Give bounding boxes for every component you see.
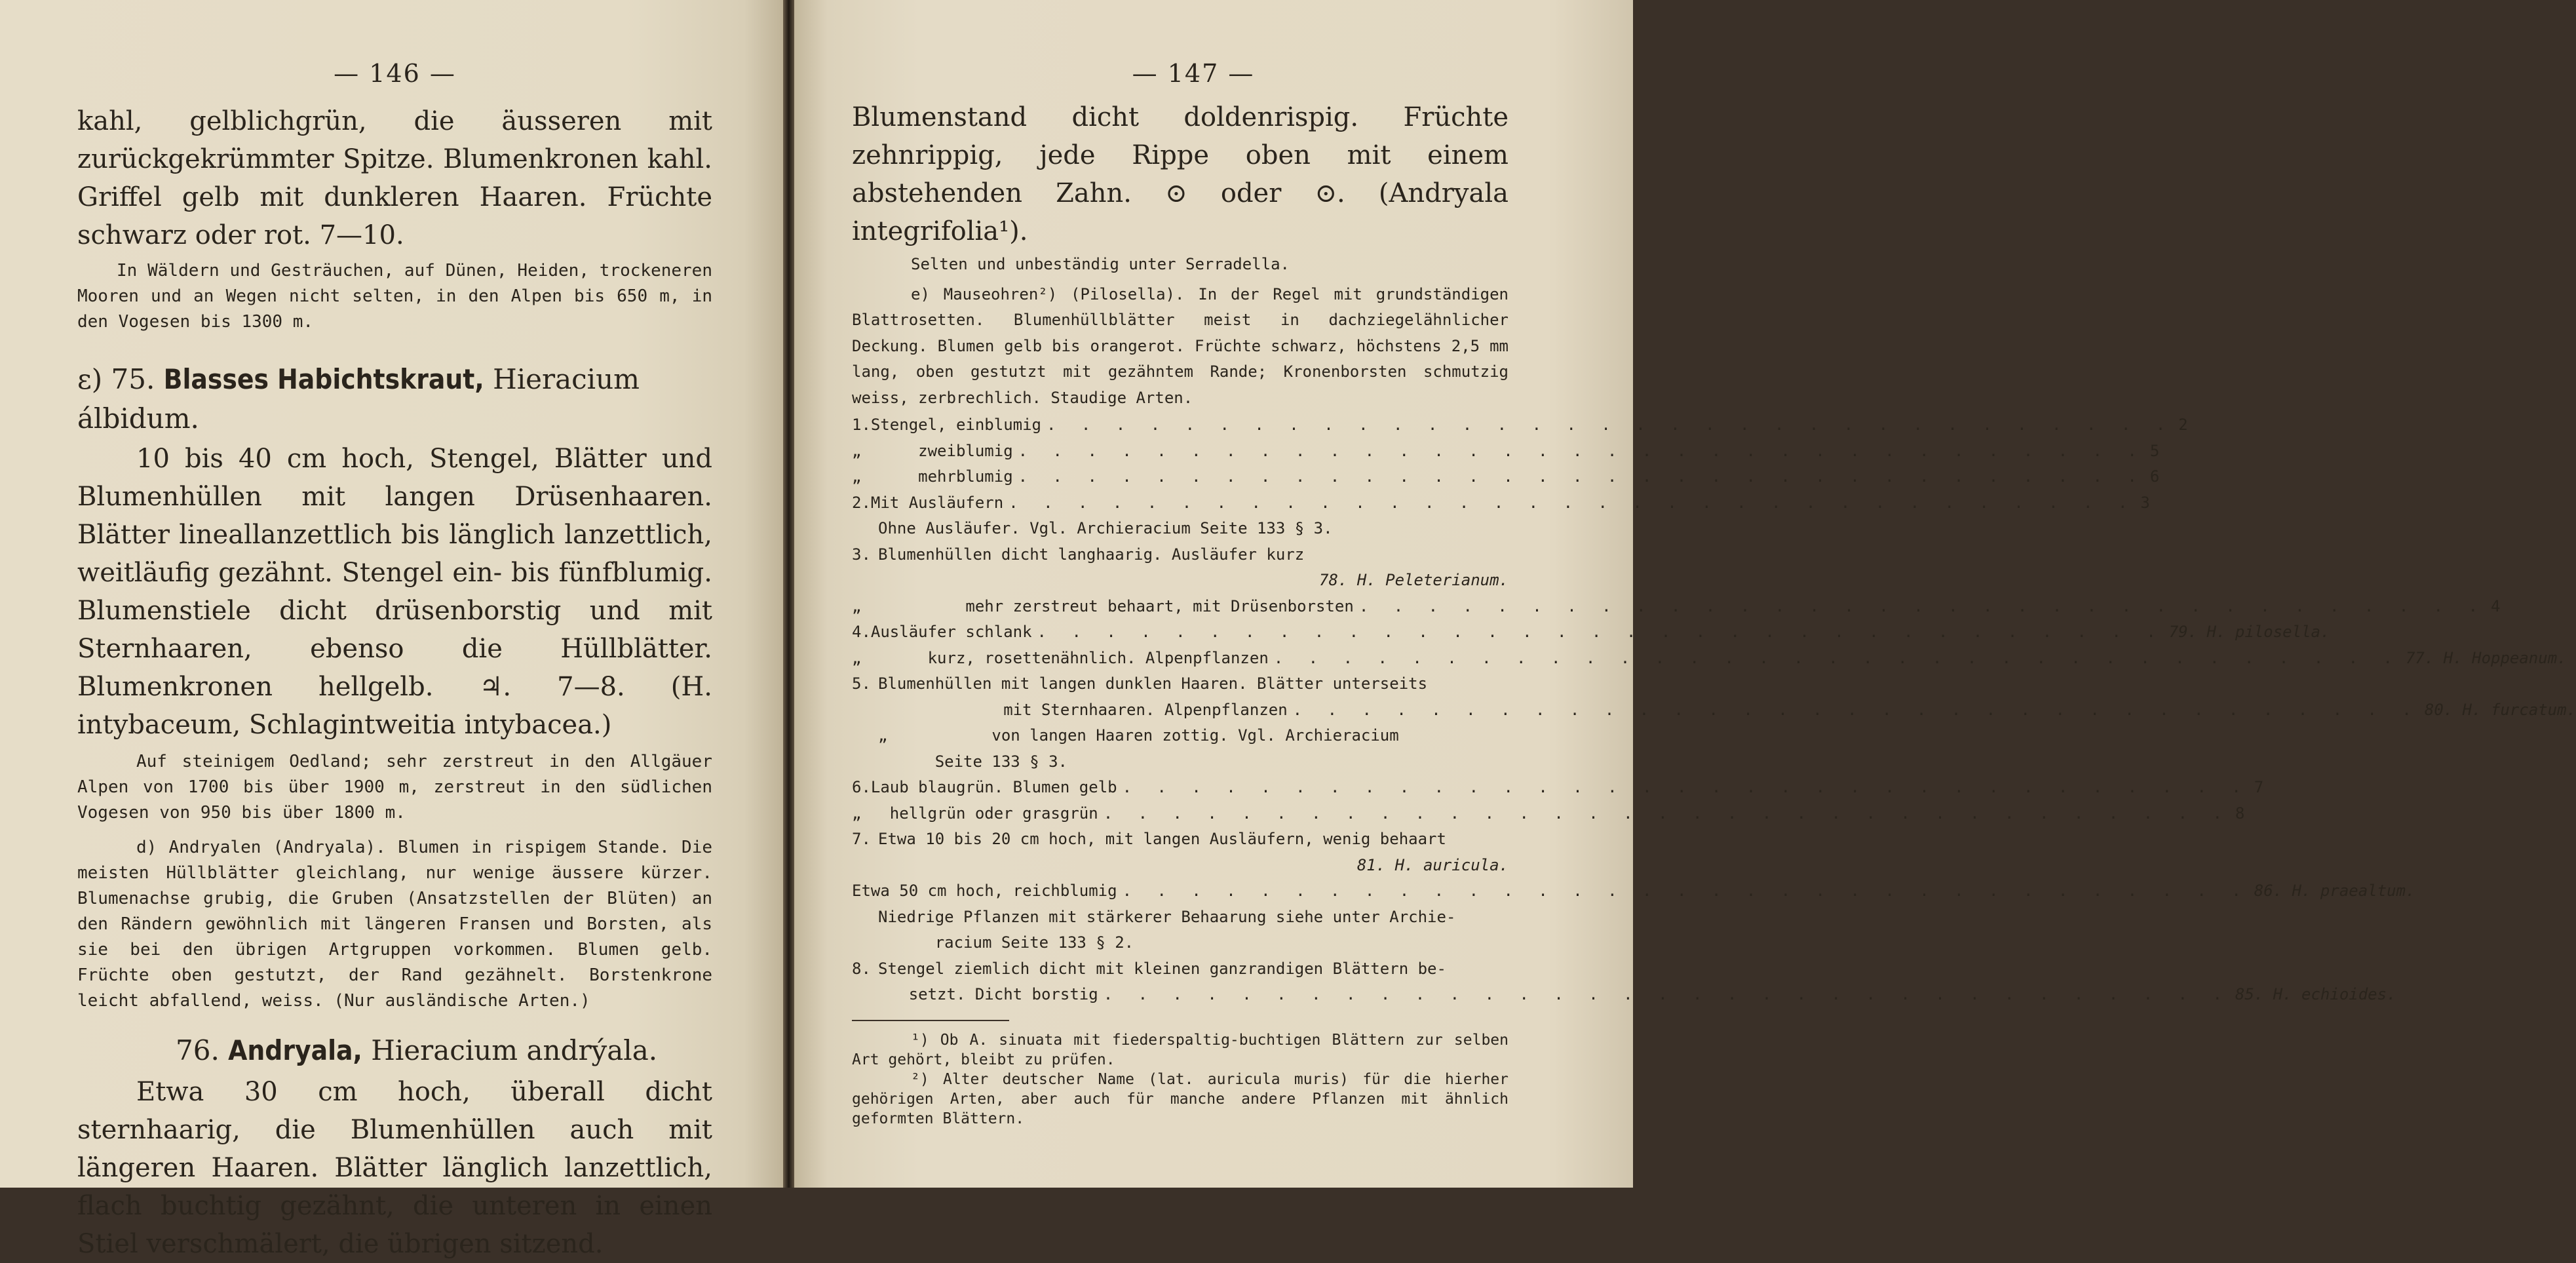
key-number: 8.	[852, 959, 871, 978]
key-row	[852, 801, 2245, 827]
key-text: Stengel, einblumig	[870, 416, 1041, 434]
key-row	[852, 619, 2330, 646]
group-description: d) Andryalen (Andryala). Blumen in rispigem Stande. Die meisten Hüllblätter gleichlang, nur wenige äussere kürzer. Blumenachse grubig, die Gruben (Ansatzstellen der Blüten) an den Rändern gewöhnlich mit längeren Fransen und Borsten, als sie bei den übrigen Artgruppen vorkommen. Blumen gelb. Früchte oben gestutzt, der Rand gezähnelt. Borstenkrone leicht abfallend, weiss. (Nur ausländische Arten.)	[77, 838, 712, 1011]
leader-dots: . . . . . . . . . . . . . . . . . . . . . . . . . . . . . . . . .	[1018, 441, 2145, 460]
key-row	[852, 412, 2188, 438]
leader-dots: . . . . . . . . . . . . . . . . . . . . . . . . . . . . . . . . .	[1358, 596, 2486, 615]
leader-dots: . . . . . . . . . . . . . . . . . . . . . . . . . . . . . . . . .	[1273, 648, 2400, 667]
key-text: „ zweiblumig	[852, 441, 1013, 460]
key-row	[852, 438, 2160, 465]
key-row	[852, 956, 1509, 982]
leader-dots: . . . . . . . . . . . . . . . . . . . . . . . . . . . . . . . . .	[1122, 882, 2249, 900]
key-row	[852, 749, 1509, 775]
key-row	[852, 646, 2567, 672]
species-description: Etwa 30 cm hoch, überall dicht sternhaarig, die Blumenhüllen auch mit längeren Haaren. Blätter länglich lanzettlich, flach buchtig gezähnt, die unteren in einen Stiel verschmälert, die übrigen sitzend.	[77, 1077, 712, 1259]
heading-name: Blasses Habichtskraut,	[163, 363, 484, 395]
key-number: 7.	[852, 830, 871, 848]
key-target: 80. H. furcatum.	[2424, 700, 2576, 719]
key-text: Stengel ziemlich dicht mit kleinen ganzrandigen Blättern be-	[878, 959, 1446, 978]
key-row	[852, 878, 2415, 904]
key-row	[852, 723, 1509, 749]
key-number: 2.	[852, 493, 871, 512]
leader-dots: . . . . . . . . . . . . . . . . . . . . . . . . . . . . . . . . .	[1103, 985, 2230, 1003]
key-text: Mit Ausläufern	[870, 493, 1004, 512]
page-number: — 146 —	[334, 59, 456, 88]
key-number: 4.	[852, 623, 871, 641]
footnote-2: ²) Alter deutscher Name (lat. auricula muris) für die hierher gehörigen Arten, aber auch für manche andere Pflanzen mit ähnlich geformten Blättern.	[852, 1070, 1509, 1127]
key-target: 79. H. pilosella.	[2168, 623, 2330, 641]
right-page	[794, 0, 2576, 1188]
leader-dots: . . . . . . . . . . . . . . . . . . . . . . . . . . . . . . . . .	[1047, 416, 2174, 434]
species-heading-76	[77, 1031, 712, 1070]
key-target: 7	[2254, 778, 2264, 796]
heading-latin: Hieracium andrýala.	[371, 1034, 658, 1066]
key-text: Etwa 50 cm hoch, reichblumig	[852, 882, 1117, 900]
key-target: 85. H. echioides.	[2235, 985, 2396, 1003]
key-text: mit Sternhaaren. Alpenpflanzen	[852, 700, 1288, 719]
leader-dots: . . . . . . . . . . . . . . . . . . . . . . . . . . . . . . . . .	[1018, 467, 2145, 486]
heading-latin: Hieracium álbidum.	[77, 363, 640, 435]
species-description: 10 bis 40 cm hoch, Stengel, Blätter und Blumenhüllen mit langen Drüsenhaaren. Blätter lineallanzettlich bis länglich lanzettlich, weitläufig gezähnt. Stengel ein- bis fünfblumig. Blumenstiele dicht drüsenborstig und mit Sternhaaren, ebenso die Hüllblätter. Blumenkronen hellgelb. ♃. 7—8. (H. intybaceum, Schlagintweitia intybacea.)	[77, 444, 712, 740]
key-target: 81. H. auricula.	[1356, 855, 1509, 874]
leader-dots: . . . . . . . . . . . . . . . . . . . . . . . . . . . . . . . . .	[1009, 493, 2136, 512]
key-text: Blumenhüllen dicht langhaarig. Ausläufer kurz	[878, 545, 1305, 564]
identification-key	[852, 412, 2576, 1008]
key-text: „ kurz, rosettenähnlich. Alpenpflanzen	[852, 648, 1269, 667]
key-text: „ hellgrün oder grasgrün	[852, 804, 1098, 823]
key-number: 5.	[852, 674, 871, 693]
footnote-rule	[852, 1020, 1009, 1021]
key-text: Ausläufer schlank	[870, 623, 1032, 641]
key-number: 6.	[852, 778, 871, 796]
key-row	[852, 904, 1509, 931]
key-target: 3	[2140, 493, 2150, 512]
key-row	[852, 594, 2501, 620]
key-target: 6	[2149, 467, 2160, 486]
key-text: Ohne Ausläufer. Vgl. Archieracium Seite 133 § 3.	[878, 519, 1333, 537]
key-text: Seite 133 § 3.	[878, 752, 1067, 771]
key-row	[852, 542, 1509, 568]
key-row	[852, 826, 1509, 853]
key-row	[852, 671, 1509, 697]
key-row	[852, 568, 1509, 594]
key-target: 8	[2235, 804, 2245, 823]
key-target: 2	[2178, 416, 2188, 434]
key-row	[852, 853, 1509, 879]
key-text: Niedrige Pflanzen mit stärkerer Behaarung siehe unter Archie-	[878, 907, 1456, 926]
key-text: „ mehr zerstreut behaart, mit Drüsenborsten	[852, 596, 1354, 615]
key-text: „ von langen Haaren zottig. Vgl. Archieracium	[878, 726, 1399, 745]
heading-name: Andryala,	[228, 1034, 362, 1066]
key-target: 77. H. Hoppeanum.	[2405, 648, 2567, 667]
key-text: Laub blaugrün. Blumen gelb	[870, 778, 1117, 796]
key-text: setzt. Dicht borstig	[852, 985, 1098, 1003]
key-number: 1.	[852, 416, 871, 434]
leader-dots: . . . . . . . . . . . . . . . . . . . . . . . . . . . . . . . . .	[1292, 700, 2419, 719]
key-row	[852, 490, 2150, 516]
species-heading-75	[77, 360, 712, 438]
left-page	[0, 0, 783, 1259]
habitat-note: In Wäldern und Gesträuchen, auf Dünen, Heiden, trockeneren Mooren und an Wegen nicht selten, in den Alpen bis 650 m, in den Vogesen bis 1300 m.	[77, 261, 712, 332]
paragraph: Blumenstand dicht doldenrispig. Früchte zehnrippig, jede Rippe oben mit einem abstehenden Zahn. ⊙ oder ⊙. (Andryala integrifolia¹).	[852, 102, 1509, 246]
leader-dots: . . . . . . . . . . . . . . . . . . . . . . . . . . . . . . . . .	[1103, 804, 2230, 823]
key-target: 4	[2491, 596, 2501, 615]
key-row	[852, 697, 2576, 724]
key-text: „ mehrblumig	[852, 467, 1013, 486]
key-target: 86. H. praealtum.	[2254, 882, 2415, 900]
key-number: 3.	[852, 545, 871, 564]
key-row	[852, 464, 2160, 490]
book-gutter	[783, 0, 794, 1188]
key-row	[852, 982, 2396, 1008]
leader-dots: . . . . . . . . . . . . . . . . . . . . . . . . . . . . . . . . .	[1037, 623, 2164, 641]
key-text: racium Seite 133 § 2.	[878, 933, 1134, 952]
key-text: Etwa 10 bis 20 cm hoch, mit langen Ausläufern, wenig behaart	[878, 830, 1446, 848]
key-target: 78. H. Peleterianum.	[1319, 571, 1509, 589]
paragraph: kahl, gelblichgrün, die äusseren mit zurückgekrümmter Spitze. Blumenkronen kahl. Griffel gelb mit dunkleren Haaren. Früchte schwarz oder rot. 7—10.	[77, 106, 712, 250]
heading-prefix: ε) 75.	[77, 363, 155, 395]
group-description: e) Mauseohren²) (Pilosella). In der Regel mit grundständigen Blattrosetten. Blumenhüllblätter meist in dachziegelähnlicher Deckung. Blumen gelb bis orangerot. Früchte schwarz, höchstens 2,5 mm lang, oben gestutzt mit gezähntem Rande; Kronenborsten schmutzig weiss, zerbrechlich. Staudige Arten.	[852, 284, 1509, 407]
key-row	[852, 775, 2264, 801]
key-target: 5	[2149, 441, 2160, 460]
leader-dots: . . . . . . . . . . . . . . . . . . . . . . . . . . . . . . . . .	[1122, 778, 2249, 796]
key-row	[852, 516, 1509, 542]
key-row	[852, 930, 1509, 956]
habitat-note: Selten und unbeständig unter Serradella.	[911, 255, 1290, 273]
page-number: — 147 —	[1132, 59, 1255, 88]
habitat-note: Auf steinigem Oedland; sehr zerstreut in den Allgäuer Alpen von 1700 bis über 1900 m, zerstreut in den südlichen Vogesen von 950 bis über 1800 m.	[77, 752, 712, 823]
footnote-1: ¹) Ob A. sinuata mit fiederspaltig-buchtigen Blättern zur selben Art gehört, bleibt zu prüfen.	[852, 1031, 1509, 1068]
key-text: Blumenhüllen mit langen dunklen Haaren. Blätter unterseits	[878, 674, 1428, 693]
heading-prefix: 76.	[176, 1034, 220, 1066]
